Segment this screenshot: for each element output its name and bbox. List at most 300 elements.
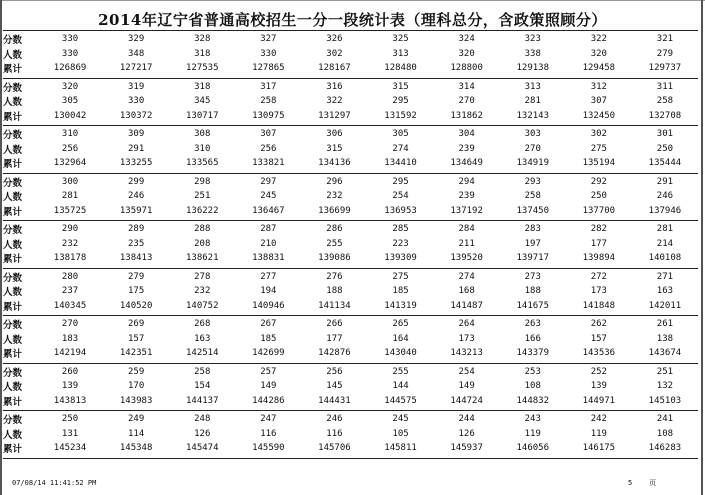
count-cell: 185 [392, 286, 409, 297]
count-row-label: 人数 [3, 239, 23, 251]
count-cell: 305 [61, 96, 79, 107]
score-cell: 278 [194, 271, 211, 282]
cumulative-cell: 140345 [53, 300, 87, 311]
count-row [3, 379, 698, 394]
cumulative-cell: 141134 [318, 300, 351, 311]
score-row-label: 分数 [3, 225, 23, 237]
score-cell: 266 [326, 319, 343, 330]
score-row-label: 分数 [3, 35, 23, 47]
score-cell: 323 [524, 34, 541, 45]
cumulative-cell: 134136 [318, 158, 351, 169]
score-cell: 330 [61, 34, 79, 45]
score-row-label: 分数 [3, 415, 23, 427]
count-cell: 313 [392, 48, 409, 59]
table-block [3, 364, 698, 412]
count-cell: 232 [194, 286, 211, 297]
score-cell: 254 [458, 366, 475, 377]
cumulative-cell: 144286 [252, 395, 285, 406]
score-cell: 280 [61, 271, 79, 282]
count-cell: 239 [458, 191, 475, 202]
count-cell: 279 [656, 48, 674, 59]
count-row [3, 189, 698, 204]
cumulative-cell: 145474 [185, 443, 219, 454]
cumulative-cell: 143674 [648, 348, 682, 359]
table-block [3, 221, 698, 269]
score-cell: 322 [590, 34, 607, 45]
score-cell: 264 [458, 319, 475, 330]
count-cell: 170 [128, 381, 145, 392]
score-cell: 241 [656, 414, 674, 425]
count-cell: 250 [656, 143, 674, 154]
cumulative-cell: 134410 [384, 158, 417, 169]
count-cell: 239 [458, 143, 475, 154]
cumulative-cell: 133255 [119, 158, 153, 169]
score-cell: 309 [128, 129, 145, 140]
cumulative-cell: 138413 [119, 253, 153, 264]
count-cell: 164 [392, 333, 409, 344]
table-block [3, 79, 698, 127]
count-cell: 166 [524, 333, 541, 344]
cumulative-cell: 141487 [450, 300, 483, 311]
table-block [3, 31, 698, 79]
cumulative-cell: 144137 [185, 395, 219, 406]
cumulative-cell: 141319 [384, 300, 417, 311]
score-cell: 251 [656, 366, 674, 377]
score-cell: 313 [524, 81, 541, 92]
score-cell: 290 [61, 224, 79, 235]
count-cell: 119 [524, 428, 541, 439]
count-cell: 173 [590, 286, 607, 297]
count-cell: 237 [61, 286, 79, 297]
cumulative-cell: 145590 [252, 443, 285, 454]
count-cell: 183 [61, 333, 79, 344]
count-cell: 132 [656, 381, 674, 392]
score-cell: 324 [458, 34, 475, 45]
score-cell: 249 [128, 414, 145, 425]
cumulative-cell: 145811 [384, 443, 417, 454]
score-cell: 286 [326, 224, 343, 235]
score-row-label: 分数 [3, 82, 23, 94]
cumulative-cell: 136222 [185, 205, 219, 216]
count-cell: 246 [128, 191, 145, 202]
score-cell: 311 [656, 81, 674, 92]
count-cell: 310 [194, 143, 211, 154]
cumulative-cell: 132964 [53, 158, 87, 169]
score-cell: 242 [590, 414, 607, 425]
cumulative-row [3, 204, 698, 219]
count-cell: 175 [128, 286, 145, 297]
count-row [3, 427, 698, 442]
score-cell: 300 [61, 176, 79, 187]
cumulative-cell: 127865 [252, 63, 285, 74]
count-cell: 194 [260, 286, 277, 297]
count-cell: 315 [326, 143, 343, 154]
cumulative-cell: 143213 [450, 348, 483, 359]
cumulative-cell: 143983 [119, 395, 153, 406]
score-row [3, 80, 698, 95]
cumulative-cell: 135444 [648, 158, 682, 169]
cumulative-cell: 142514 [185, 348, 219, 359]
cumulative-row-label: 累计 [3, 64, 23, 76]
score-cell: 315 [392, 81, 409, 92]
count-cell: 330 [128, 96, 145, 107]
score-cell: 287 [260, 224, 277, 235]
count-row-label: 人数 [3, 49, 23, 61]
score-cell: 259 [128, 366, 145, 377]
count-cell: 144 [392, 381, 409, 392]
cumulative-cell: 143379 [516, 348, 549, 359]
score-row [3, 270, 698, 285]
cumulative-cell: 139309 [384, 253, 417, 264]
score-cell: 255 [392, 366, 409, 377]
count-cell: 254 [392, 191, 409, 202]
score-cell: 293 [524, 176, 541, 187]
count-cell: 163 [194, 333, 211, 344]
score-cell: 328 [194, 34, 211, 45]
count-cell: 338 [524, 48, 541, 59]
page-title: 2014年辽宁省普通高校招生一分一段统计表（理科总分，含政策照顾分） [98, 11, 607, 29]
cumulative-cell: 141848 [582, 300, 616, 311]
count-row-label: 人数 [3, 382, 23, 394]
count-cell: 256 [61, 143, 79, 154]
score-cell: 252 [590, 366, 607, 377]
score-row [3, 175, 698, 190]
cumulative-cell: 137700 [582, 205, 616, 216]
count-row-label: 人数 [3, 334, 23, 346]
score-cell: 257 [260, 366, 277, 377]
score-row-label: 分数 [3, 177, 23, 189]
count-cell: 116 [326, 428, 343, 439]
score-cell: 298 [194, 176, 211, 187]
count-cell: 258 [656, 96, 674, 107]
count-cell: 211 [458, 238, 475, 249]
count-cell: 250 [590, 191, 607, 202]
count-cell: 275 [590, 143, 607, 154]
score-cell: 245 [392, 414, 409, 425]
score-cell: 268 [194, 319, 211, 330]
cumulative-cell: 142194 [53, 348, 87, 359]
count-row-label: 人数 [3, 192, 23, 204]
cumulative-cell: 134919 [516, 158, 549, 169]
count-row-label: 人数 [3, 287, 23, 299]
score-cell: 305 [392, 129, 409, 140]
score-cell: 272 [590, 271, 607, 282]
cumulative-cell: 131592 [384, 110, 417, 121]
table-block [3, 126, 698, 174]
count-cell: 168 [458, 286, 475, 297]
score-cell: 285 [392, 224, 409, 235]
cumulative-cell: 140752 [185, 300, 219, 311]
score-cell: 247 [260, 414, 277, 425]
count-cell: 281 [524, 96, 541, 107]
count-cell: 105 [392, 428, 409, 439]
cumulative-cell: 144431 [318, 395, 351, 406]
count-cell: 108 [656, 428, 674, 439]
score-cell: 320 [61, 81, 79, 92]
count-row [3, 47, 698, 62]
count-cell: 295 [392, 96, 409, 107]
count-cell: 270 [524, 143, 541, 154]
cumulative-cell: 128800 [450, 63, 483, 74]
cumulative-row-label: 累计 [3, 206, 23, 218]
count-cell: 232 [326, 191, 343, 202]
score-cell: 274 [458, 271, 475, 282]
count-cell: 348 [128, 48, 145, 59]
cumulative-cell: 130717 [185, 110, 219, 121]
cumulative-row [3, 156, 698, 171]
count-cell: 274 [392, 143, 409, 154]
score-cell: 260 [61, 366, 79, 377]
cumulative-cell: 139520 [450, 253, 483, 264]
score-cell: 291 [656, 176, 674, 187]
score-cell: 284 [458, 224, 475, 235]
score-cell: 303 [524, 129, 541, 140]
score-row [3, 412, 698, 427]
score-cell: 326 [326, 34, 343, 45]
table-block [3, 411, 698, 458]
cumulative-cell: 140108 [648, 253, 682, 264]
cumulative-cell: 142699 [252, 348, 285, 359]
cumulative-cell: 138178 [53, 253, 87, 264]
table-block [3, 174, 698, 222]
score-cell: 307 [260, 129, 277, 140]
cumulative-cell: 143813 [53, 395, 87, 406]
score-cell: 317 [260, 81, 277, 92]
count-row [3, 94, 698, 109]
cumulative-cell: 140946 [252, 300, 285, 311]
count-cell: 330 [260, 48, 277, 59]
count-cell: 223 [392, 238, 409, 249]
cumulative-row-label: 累计 [3, 111, 23, 123]
score-cell: 273 [524, 271, 541, 282]
score-cell: 299 [128, 176, 145, 187]
print-timestamp: 07/08/14 11:41:52 PM [12, 479, 97, 487]
score-cell: 312 [590, 81, 607, 92]
count-cell: 235 [128, 238, 145, 249]
page-top-border [0, 0, 705, 1]
cumulative-row [3, 251, 698, 266]
score-cell: 325 [392, 34, 409, 45]
cumulative-row-label: 累计 [3, 349, 23, 361]
count-cell: 108 [524, 381, 541, 392]
count-row-label: 人数 [3, 144, 23, 156]
score-cell: 310 [61, 129, 79, 140]
count-cell: 318 [194, 48, 211, 59]
cumulative-cell: 143040 [384, 348, 417, 359]
cumulative-cell: 130372 [119, 110, 153, 121]
cumulative-cell: 127217 [119, 63, 153, 74]
cumulative-cell: 129458 [582, 63, 616, 74]
cumulative-cell: 137450 [516, 205, 549, 216]
cumulative-row [3, 61, 698, 76]
count-cell: 345 [194, 96, 211, 107]
score-table [3, 30, 698, 459]
score-cell: 261 [656, 319, 674, 330]
count-row [3, 142, 698, 157]
score-cell: 301 [656, 129, 674, 140]
score-cell: 244 [458, 414, 475, 425]
count-cell: 138 [656, 333, 674, 344]
count-cell: 114 [128, 428, 145, 439]
score-cell: 306 [326, 129, 343, 140]
cumulative-cell: 130975 [252, 110, 285, 121]
cumulative-cell: 144724 [450, 395, 483, 406]
cumulative-cell: 137192 [450, 205, 483, 216]
score-cell: 281 [656, 224, 674, 235]
score-cell: 314 [458, 81, 475, 92]
cumulative-cell: 128167 [318, 63, 351, 74]
count-cell: 145 [326, 381, 343, 392]
table-block [3, 269, 698, 317]
cumulative-cell: 126869 [53, 63, 87, 74]
score-row-label: 分数 [3, 130, 23, 142]
count-cell: 177 [590, 238, 607, 249]
count-cell: 177 [326, 333, 343, 344]
score-cell: 283 [524, 224, 541, 235]
score-cell: 302 [590, 129, 607, 140]
count-row [3, 332, 698, 347]
cumulative-row-label: 累计 [3, 301, 23, 313]
score-cell: 258 [194, 366, 211, 377]
cumulative-cell: 132450 [582, 110, 616, 121]
count-cell: 322 [326, 96, 343, 107]
count-cell: 173 [458, 333, 475, 344]
count-cell: 251 [194, 191, 211, 202]
cumulative-row [3, 109, 698, 124]
cumulative-cell: 145234 [53, 443, 87, 454]
count-cell: 210 [260, 238, 277, 249]
page-right-border [701, 0, 703, 495]
count-cell: 119 [590, 428, 607, 439]
cumulative-cell: 131297 [318, 110, 351, 121]
cumulative-cell: 142351 [119, 348, 153, 359]
cumulative-row [3, 441, 698, 456]
score-cell: 319 [128, 81, 145, 92]
count-cell: 320 [590, 48, 607, 59]
page-number [628, 478, 656, 488]
cumulative-cell: 135971 [119, 205, 153, 216]
cumulative-cell: 139894 [582, 253, 616, 264]
count-cell: 149 [458, 381, 475, 392]
score-cell: 318 [194, 81, 211, 92]
score-cell: 294 [458, 176, 475, 187]
cumulative-row-label: 累计 [3, 444, 23, 456]
count-cell: 246 [656, 191, 674, 202]
count-cell: 154 [194, 381, 211, 392]
count-row [3, 284, 698, 299]
cumulative-cell: 138831 [252, 253, 285, 264]
cumulative-row-label: 累计 [3, 396, 23, 408]
count-row-label: 人数 [3, 97, 23, 109]
cumulative-cell: 144971 [582, 395, 616, 406]
cumulative-cell: 140520 [119, 300, 153, 311]
cumulative-cell: 127535 [185, 63, 219, 74]
score-cell: 329 [128, 34, 145, 45]
score-cell: 277 [260, 271, 277, 282]
count-cell: 188 [326, 286, 343, 297]
cumulative-cell: 146175 [582, 443, 616, 454]
count-cell: 256 [260, 143, 277, 154]
cumulative-cell: 132143 [516, 110, 549, 121]
count-cell: 291 [128, 143, 145, 154]
count-cell: 208 [194, 238, 211, 249]
cumulative-cell: 137946 [648, 205, 682, 216]
score-cell: 327 [260, 34, 277, 45]
count-cell: 139 [61, 381, 79, 392]
cumulative-cell: 143536 [582, 348, 616, 359]
cumulative-row [3, 394, 698, 409]
score-row [3, 32, 698, 47]
count-cell: 157 [590, 333, 607, 344]
cumulative-cell: 132708 [648, 110, 682, 121]
page-number-label: 页 [649, 479, 657, 487]
cumulative-cell: 144575 [384, 395, 417, 406]
cumulative-cell: 139086 [318, 253, 351, 264]
cumulative-row-label: 累计 [3, 254, 23, 266]
count-cell: 270 [458, 96, 475, 107]
cumulative-cell: 141675 [516, 300, 549, 311]
score-cell: 250 [61, 414, 79, 425]
count-cell: 116 [260, 428, 277, 439]
page-left-border [0, 0, 2, 495]
score-row [3, 222, 698, 237]
cumulative-cell: 128480 [384, 63, 417, 74]
score-row [3, 365, 698, 380]
score-cell: 243 [524, 414, 541, 425]
score-cell: 271 [656, 271, 674, 282]
cumulative-cell: 136467 [252, 205, 285, 216]
cumulative-cell: 133565 [185, 158, 219, 169]
count-cell: 163 [656, 286, 674, 297]
cumulative-cell: 130042 [53, 110, 87, 121]
cumulative-cell: 129737 [648, 63, 682, 74]
cumulative-cell: 135194 [582, 158, 616, 169]
score-cell: 256 [326, 366, 343, 377]
table-block [3, 316, 698, 364]
count-cell: 188 [524, 286, 541, 297]
score-cell: 262 [590, 319, 607, 330]
count-cell: 185 [260, 333, 277, 344]
score-cell: 279 [128, 271, 145, 282]
cumulative-cell: 138621 [185, 253, 219, 264]
cumulative-cell: 129138 [516, 63, 549, 74]
score-cell: 321 [656, 34, 674, 45]
cumulative-cell: 139717 [516, 253, 549, 264]
count-cell: 214 [656, 238, 674, 249]
cumulative-cell: 145937 [450, 443, 483, 454]
count-cell: 258 [524, 191, 541, 202]
score-cell: 248 [194, 414, 211, 425]
score-cell: 270 [61, 319, 79, 330]
score-row-label: 分数 [3, 320, 23, 332]
count-cell: 139 [590, 381, 607, 392]
score-cell: 297 [260, 176, 277, 187]
count-cell: 307 [590, 96, 607, 107]
score-cell: 276 [326, 271, 343, 282]
cumulative-cell: 135725 [53, 205, 87, 216]
count-cell: 281 [61, 191, 79, 202]
cumulative-cell: 146056 [516, 443, 549, 454]
count-cell: 131 [61, 428, 79, 439]
page-number-value: 5 [628, 479, 633, 487]
cumulative-cell: 142876 [318, 348, 351, 359]
count-cell: 126 [458, 428, 475, 439]
score-cell: 295 [392, 176, 409, 187]
count-cell: 330 [61, 48, 79, 59]
score-cell: 275 [392, 271, 409, 282]
count-cell: 302 [326, 48, 343, 59]
score-cell: 265 [392, 319, 409, 330]
